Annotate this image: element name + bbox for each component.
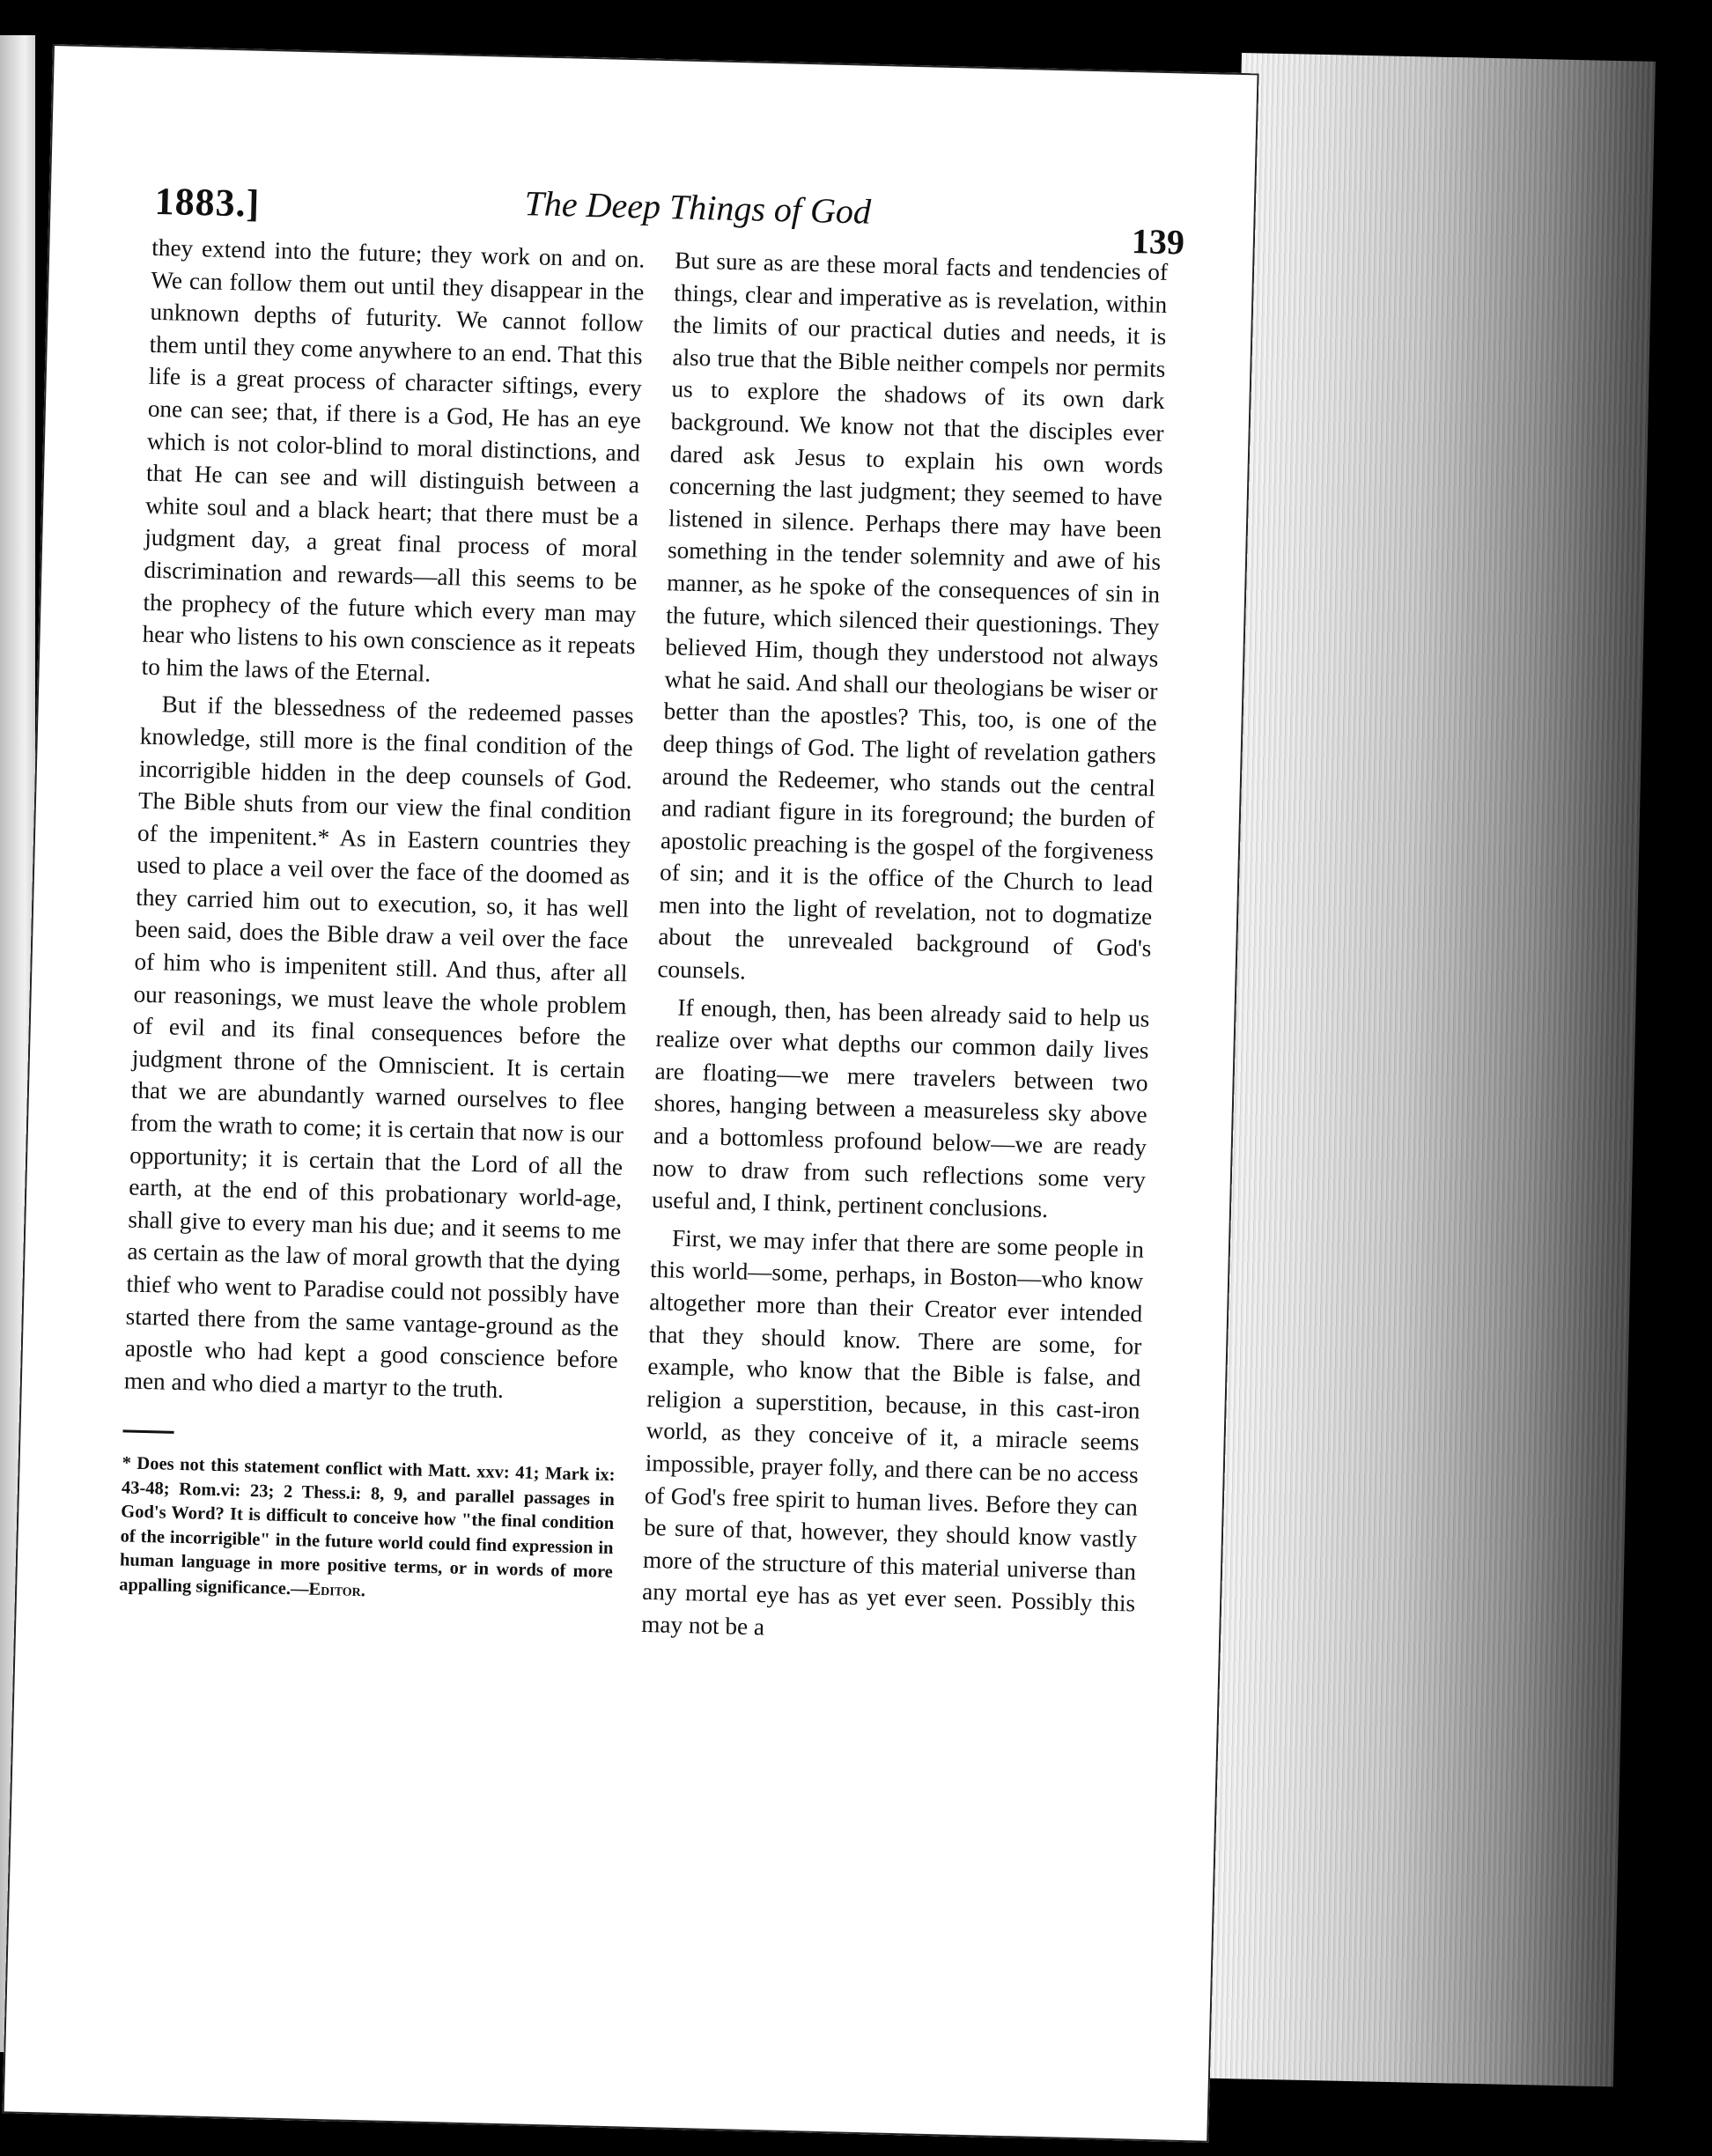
paragraph: they extend into the future; they work on and on. We can follow them out until they disappear in the unknown depths of futurity. We cannot follow them until they come anywhere to an end. That this life is a great process of character siftings, every one can see; that, if there is a God, He has an eye which is not color-blind to moral distinctions, and that He can see and will distinguish between a white soul and a black heart; that there must be a judgment day, a great final process of moral discrimination and rewards—all this seems to be the prophecy of the future which every man may hear who listens to his own conscience as it repeats to him the laws of the Eternal.: [141, 233, 646, 687]
header-year: 1883.]: [154, 179, 261, 225]
book-page-edges: [1199, 53, 1656, 2086]
paragraph: But sure as are these moral facts and tendencies of things, clear and imperative as is revelation, within the limits of our practical duties and needs, it is also true that the Bible neither compels nor permits us to explore the shadows of its own dark background. We know not that the disciples ever dared ask Jesus to explain his own words concerning the last judgment; they seemed to have listened in silence. Perhaps there may have been something in the tender solemnity and awe of his manner, as he spoke of the consequences of sin in the future, which silenced their questionings. They believed Him, though they understood not always what he said. And shall our theologians be wiser or better than the apostles? This, too, is one of the deep things of God. The light of revelation gathers around the Redeemer, who stands out the central and radiant figure in its foreground; the burden of apostolic preaching is the gospel of the forgiveness of sin; and it is the office of the Church to lead men into the light of revelation, not to dogmatize about the unrevealed background of God's counsels.: [657, 247, 1169, 985]
book-page: [3, 44, 1259, 2143]
running-title: The Deep Things of God: [524, 183, 872, 232]
page-number: 139: [1131, 221, 1185, 262]
footnote-text: * Does not this statement conflict with Matt. xxv: 41; Mark ix: 43-48; Rom.vi: 23; 2 Thess.i: 8, 9, and parallel passages in God's Word? It is difficult to conceive how "the final condition of the incorrigible" in the future world could find expression in human language in more positive terms, or in words of more appalling significance.—: [119, 1453, 616, 1599]
footnote: [119, 1452, 616, 1610]
paragraph: First, we may infer that there are some people in this world—some, perhaps, in Boston—who know altogether more than their Creator ever intended that they should know. There are some, for example, who know that the Bible is false, and religion a superstition, because, in this cast-iron world, as they conceive of it, a miracle seems impossible, prayer folly, and there can be no access of God's free spirit to human lives. Before they can be sure of that, however, they should know vastly more of the structure of this material universe than any mortal eye has as yet ever seen. Possibly this may not be a: [641, 1224, 1145, 1641]
paragraph: But if the blessedness of the redeemed passes knowledge, still more is the final condition of the incorrigible hidden in the deep counsels of God. The Bible shuts from our view the final condition of the impenitent.* As in Eastern countries they used to place a veil over the face of the doomed as they carried him out to execution, so, it has well been said, does the Bible draw a veil over the face of him who is impenitent still. And thus, after all our reasonings, we must leave the whole problem of evil and its final consequences before the judgment throne of the Omniscient. It is certain that we are abundantly warned ourselves to flee from the wrath to come; it is certain that now is our opportunity; it is certain that the Lord of all the earth, at the end of this probationary world-age, shall give to every man his due; and it seems to me as certain as the law of moral growth that the dying thief who went to Paradise could not possibly have started there from the same vantage-ground as the apostle who had kept a good conscience before men and who died a martyr to the truth.: [123, 690, 634, 1403]
footnote-rule: [122, 1430, 173, 1434]
right-column: [641, 244, 1169, 1652]
paragraph: If enough, then, has been already said to help us realize over what depths our common daily lives are floating—we mere travelers between two shores, hanging between a measureless sky above and a bottomless profound below—we are ready now to draw from such reflections some very useful and, I think, pertinent conclusions.: [651, 993, 1150, 1223]
footnote-signature: Editor.: [308, 1579, 366, 1601]
left-column: [119, 232, 646, 1610]
